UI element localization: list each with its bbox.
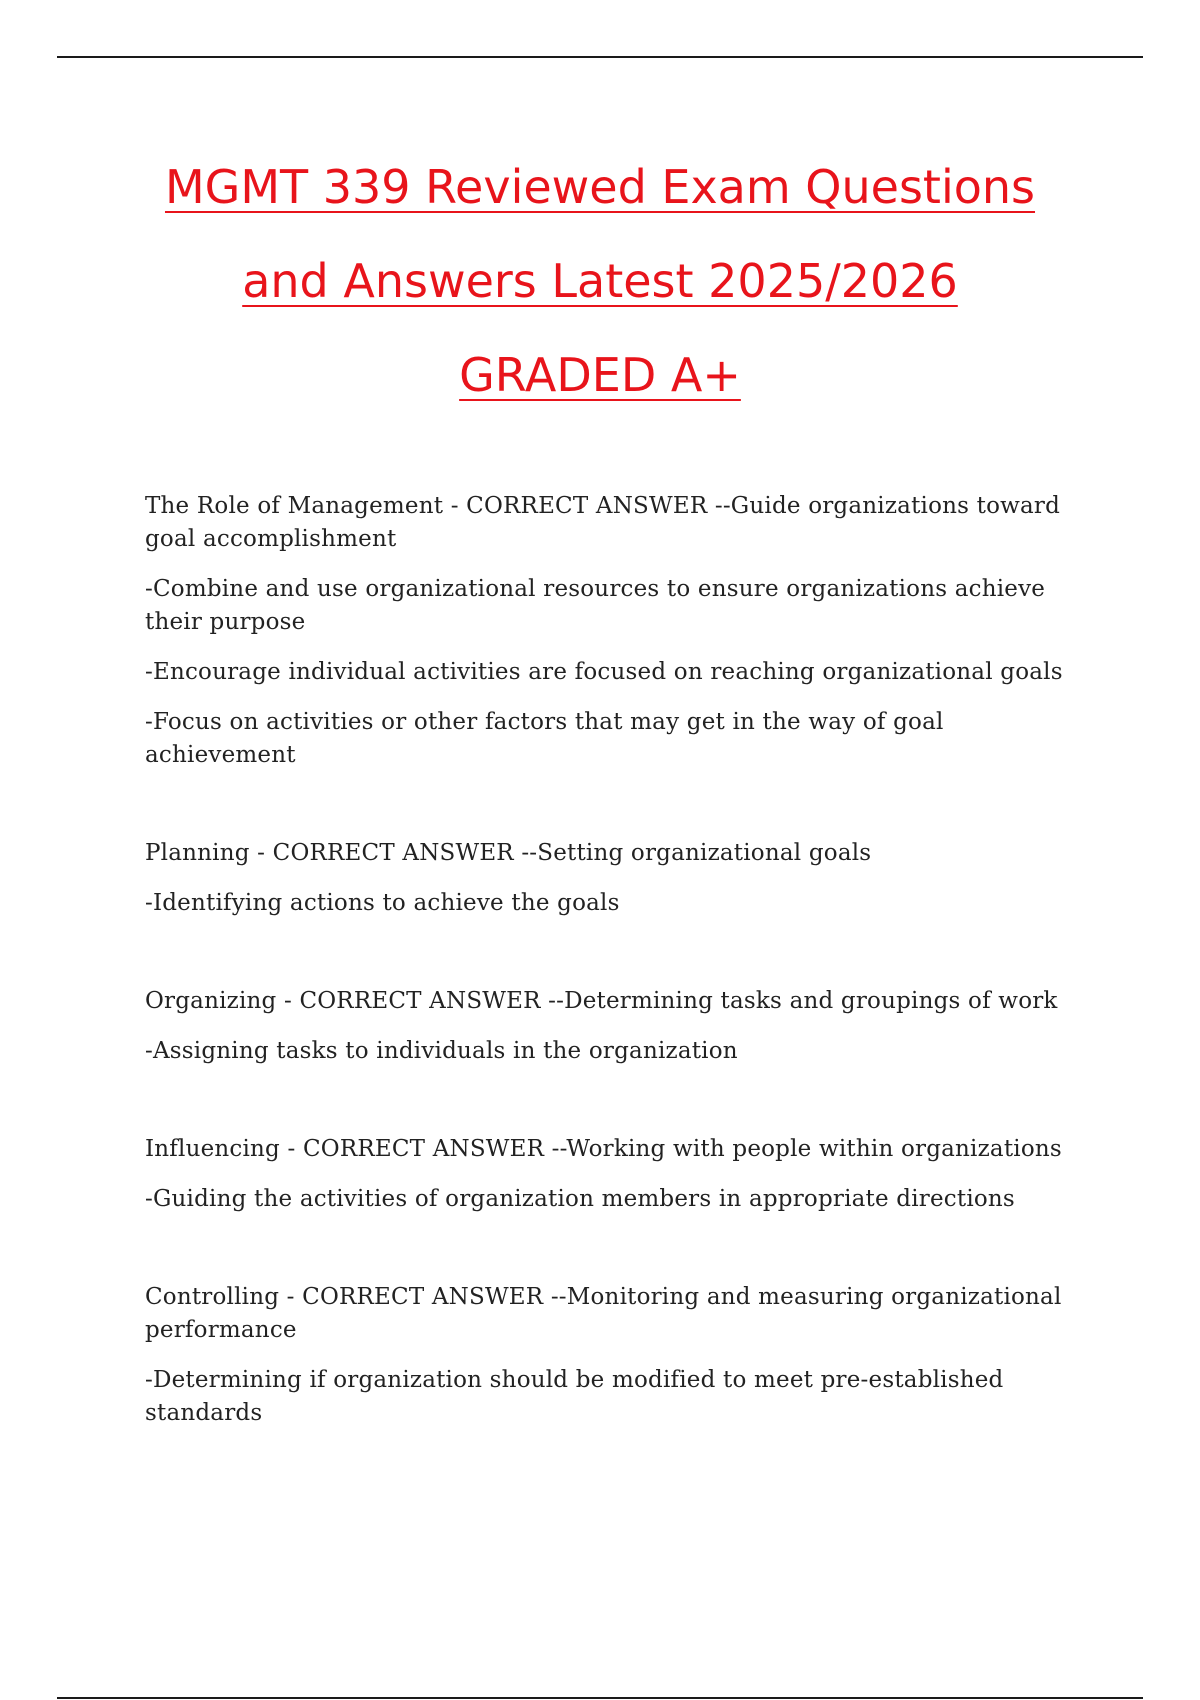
qa-point: -Combine and use organizational resources to ensure organizations achieve their purpose bbox=[145, 576, 1046, 635]
qa-point: -Focus on activities or other factors that may get in the way of goal achievement bbox=[145, 709, 944, 768]
qa-point: -Determining if organization should be modified to meet pre-established standards bbox=[145, 1367, 1004, 1426]
qa-entry-role-of-management bbox=[145, 490, 1065, 772]
header-rule bbox=[57, 56, 1143, 58]
qa-entry-organizing bbox=[145, 985, 1065, 1068]
qa-question: The Role of Management - CORRECT ANSWER --Guide organizations toward goal accomplishment bbox=[145, 493, 1061, 552]
qa-point: -Assigning tasks to individuals in the organization bbox=[145, 1038, 738, 1064]
qa-entry-influencing bbox=[145, 1133, 1065, 1216]
qa-entry-planning bbox=[145, 837, 1065, 920]
document-title bbox=[0, 140, 1200, 422]
title-line-3: GRADED A+ bbox=[459, 348, 741, 402]
qa-question: Controlling - CORRECT ANSWER --Monitoring and measuring organizational performance bbox=[145, 1284, 1062, 1343]
qa-entry-controlling bbox=[145, 1281, 1065, 1430]
qa-point: -Guiding the activities of organization members in appropriate directions bbox=[145, 1186, 1015, 1212]
qa-list bbox=[145, 490, 1065, 1495]
title-line-2: and Answers Latest 2025/2026 bbox=[242, 254, 958, 308]
footer-rule bbox=[57, 1697, 1143, 1699]
qa-question: Organizing - CORRECT ANSWER --Determining tasks and groupings of work bbox=[145, 988, 1058, 1014]
qa-point: -Encourage individual activities are focused on reaching organizational goals bbox=[145, 659, 1063, 685]
title-line-1: MGMT 339 Reviewed Exam Questions bbox=[164, 160, 1036, 214]
qa-point: -Identifying actions to achieve the goals bbox=[145, 890, 620, 916]
qa-question: Influencing - CORRECT ANSWER --Working with people within organizations bbox=[145, 1136, 1062, 1162]
qa-question: Planning - CORRECT ANSWER --Setting organizational goals bbox=[145, 840, 872, 866]
